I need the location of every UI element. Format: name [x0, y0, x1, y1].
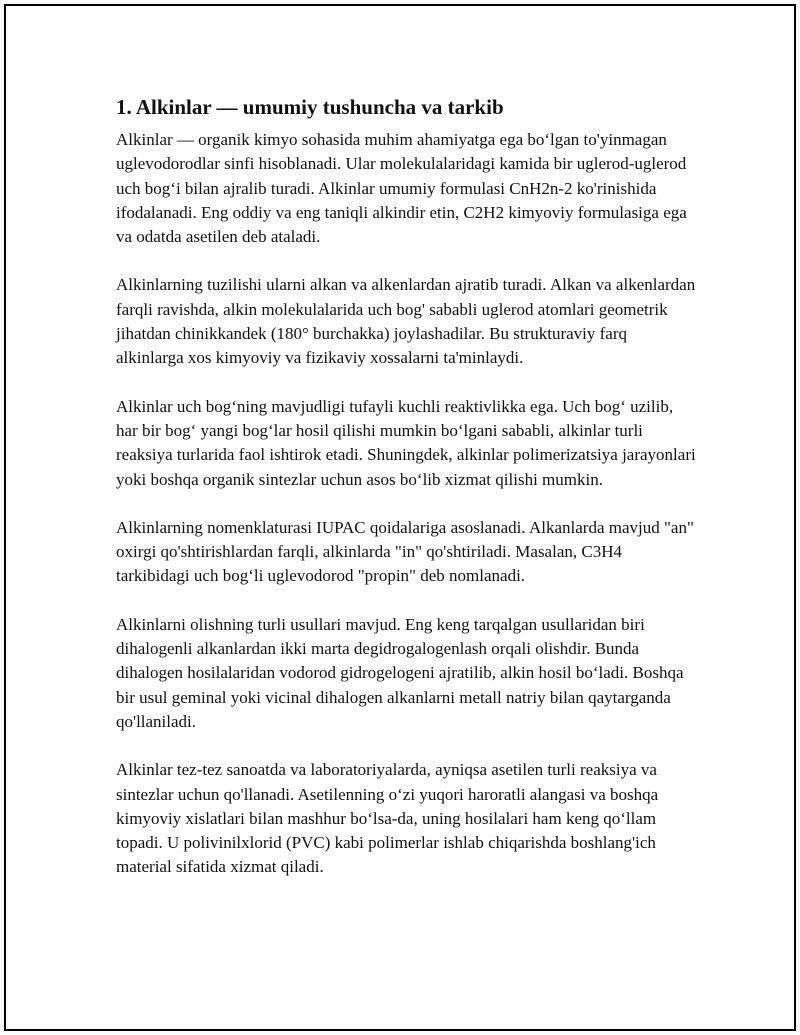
paragraph-structure: Alkinlarning tuzilishi ularni alkan va alkenlardan ajratib turadi. Alkan va alkenlardan farqli ravishda, alkin molekulalarida uch bog' sababli uglerod atomlari geometrik jihatdan chinikkandek (180° burchakka) joylashadilar. Bu strukturaviy farq alkinlarga xos kimyoviy va fizikaviy xossalarni ta'minlaydi.	[116, 275, 696, 368]
paragraph-applications: Alkinlar tez-tez sanoatda va laboratoriyalarda, ayniqsa asetilen turli reaksiya va sintezlar uchun qo'llanadi. Asetilenning o‘zi yuqori haroratli alangasi va boshqa kimyoviy xislatlari bilan mashhur bo‘lsa-da, uning hosilalari ham keng qo‘llam topadi. U polivinilxlorid (PVC) kabi polimerlar ishlab chiqarishda boshlang'ich material sifatida xizmat qiladi.	[116, 760, 659, 877]
paragraph-preparation: Alkinlarni olishning turli usullari mavjud. Eng keng tarqalgan usullaridan biri dihalogenli alkanlardan ikki marta degidrogalogenlash orqali olishdir. Bunda dihalogen hosilalaridan vodorod gidrogelogeni ajratilib, alkin hosil bo‘ladi. Boshqa bir usul geminal yoki vicinal dihalogen alkanlarni metall natriy bilan qaytarganda qo'llaniladi.	[116, 614, 684, 731]
paragraph-reactivity: Alkinlar uch bog‘ning mavjudligi tufayli kuchli reaktivlikka ega. Uch bog‘ uzilib, har bir bog‘ yangi bog‘lar hosil qilishi mumkin bo‘lgani sababli, alkinlar turli reaksiya turlarida faol ishtirok etadi. Shuningdek, alkinlar polimerizatsiya jarayonlari yoki boshqa organik sintezlar uchun asos bo‘lib xizmat qilishi mumkin.	[116, 396, 696, 489]
paragraph-definition: Alkinlar — organik kimyo sohasida muhim ahamiyatga ega bo‘lgan to'yinmagan uglevodorodlar sinfi hisoblanadi. Ular molekulalaridagi kamida bir uglerod-uglerod uch bog‘i bilan ajralib turadi. Alkinlar umumiy formulasi CnH2n-2 ko'rinishida ifodalanadi. Eng oddiy va eng taniqli alkindir etin, C2H2 kimyoviy formulasiga ega va odatda asetilen deb ataladi.	[116, 130, 687, 247]
section-heading: 1. Alkinlar — umumiy tushuncha va tarkib	[116, 95, 504, 119]
paragraph-nomenclature: Alkinlarning nomenklaturasi IUPAC qoidalariga asoslanadi. Alkanlarda mavjud "an" oxirgi qo'shtirishlardan farqli, alkinlarda "in" qo'shtiriladi. Masalan, C3H4 tarkibidagi uch bog‘li uglevodorod "propin" deb nomlanadi.	[116, 517, 694, 586]
document-body	[116, 94, 696, 904]
